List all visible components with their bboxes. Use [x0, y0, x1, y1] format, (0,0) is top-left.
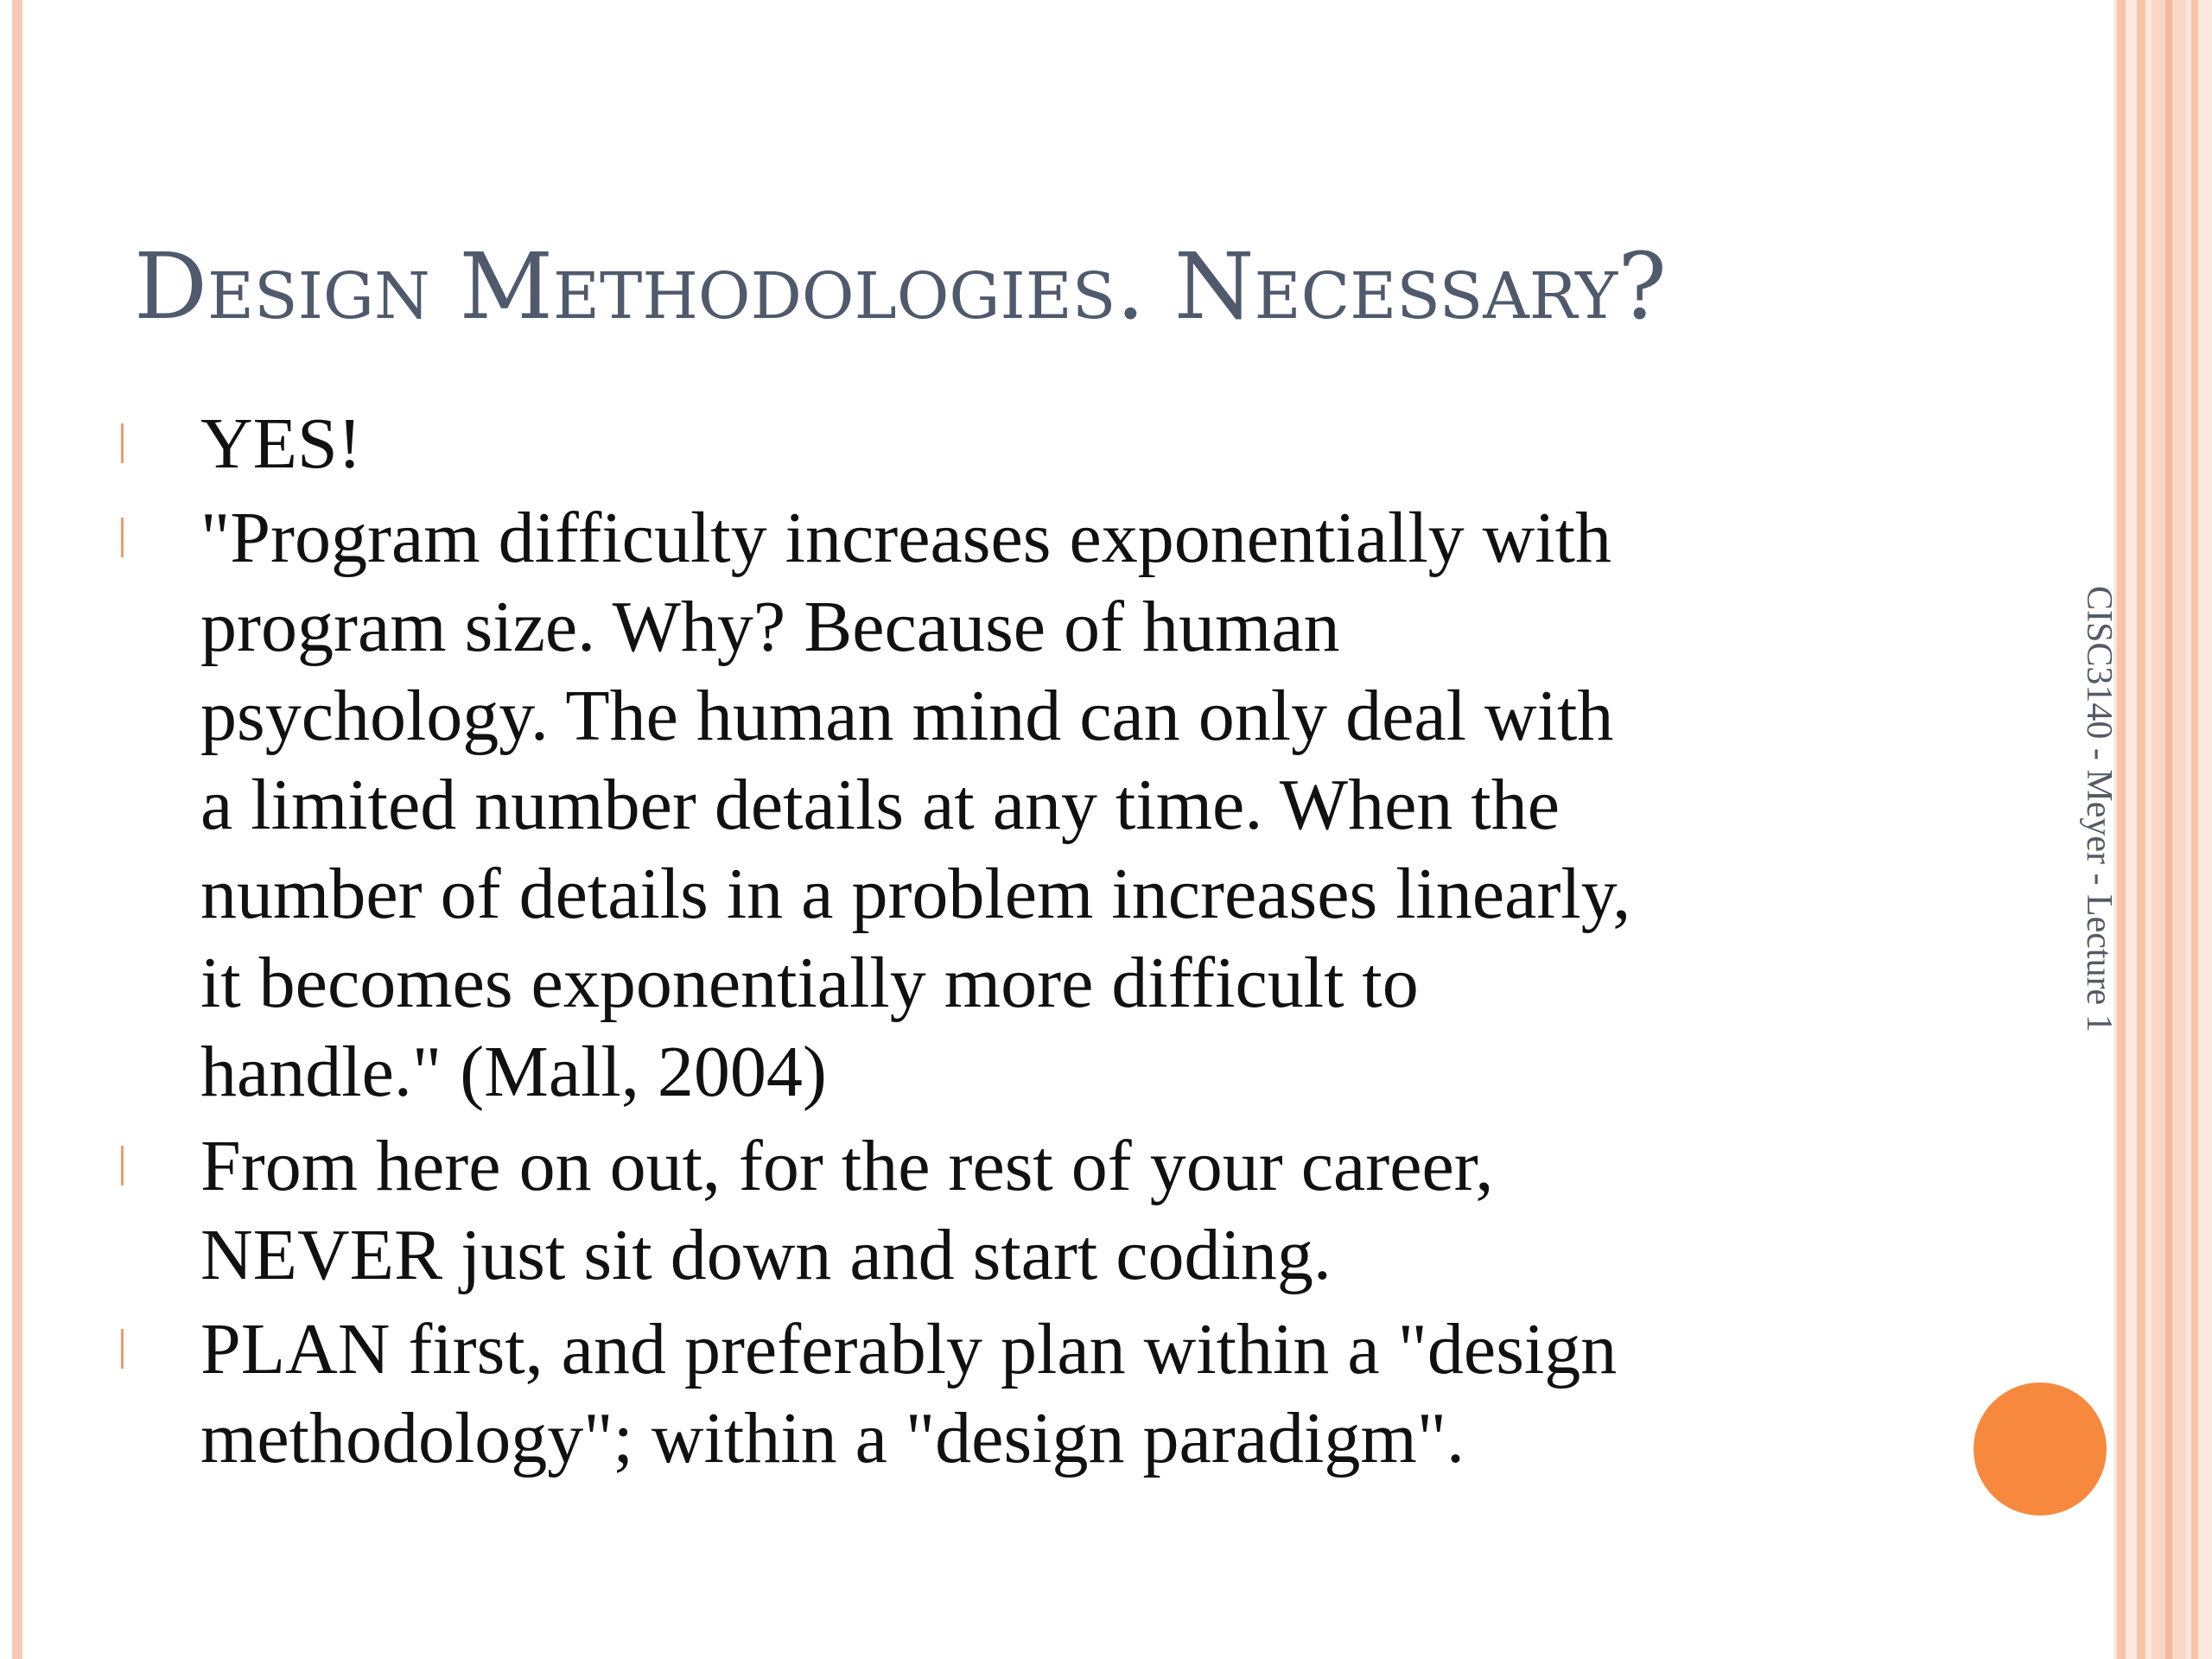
bullet-item	[121, 493, 1953, 1116]
right-border-stripe	[2191, 0, 2198, 1659]
bullet-icon	[121, 518, 124, 557]
vertical-footer-text: CISC3140 - Meyer - Lecture 1	[2079, 586, 2119, 1033]
bullet-list	[121, 399, 1953, 1488]
bullet-icon	[121, 1146, 124, 1185]
bullet-item	[121, 399, 1953, 488]
bullet-item	[121, 1122, 1953, 1300]
slide-title: Design Methodologies. Necessary?	[134, 233, 1667, 340]
bullet-text: "Program difficulty increases exponentially with program size. Why? Because of human psychology. The human mind can only deal with a limited number details at any time. When the number of details in a problem increases linearly, it becomes exponentially more difficult to handle." (Mall, 2004)	[200, 498, 1631, 1112]
orange-circle-icon	[1974, 1382, 2107, 1516]
bullet-text: YES!	[200, 404, 362, 484]
bullet-text: From here on out, for the rest of your career, NEVER just sit down and start coding.	[200, 1126, 1494, 1295]
left-border-stripe	[12, 0, 22, 1659]
bullet-icon	[121, 423, 124, 463]
right-border-stripe	[2165, 0, 2172, 1659]
bullet-item	[121, 1305, 1953, 1483]
right-border-stripe	[2137, 0, 2145, 1659]
bullet-text: PLAN first, and preferably plan within a "design methodology"; within a "design paradigm".	[200, 1309, 1618, 1478]
bullet-icon	[121, 1329, 124, 1369]
